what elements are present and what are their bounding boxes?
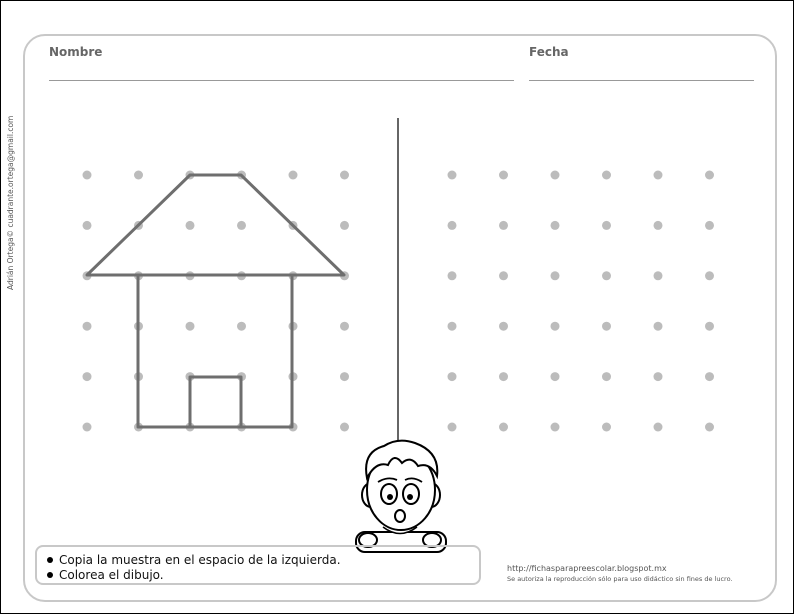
instruction-text: Colorea el dibujo. xyxy=(59,568,164,582)
grid-dot xyxy=(83,322,92,331)
grid-dot xyxy=(705,271,714,280)
author-credit: Adrián Ortega© cuadrante.ortega@gmail.com xyxy=(6,115,15,290)
grid-dot xyxy=(499,221,508,230)
grid-dot xyxy=(499,322,508,331)
grid-dot xyxy=(705,221,714,230)
grid-dot xyxy=(551,221,560,230)
sample-dot-grid xyxy=(83,171,350,432)
bullet-icon xyxy=(47,557,53,563)
grid-dot xyxy=(654,221,663,230)
grid-dot xyxy=(602,171,611,180)
grid-dot xyxy=(705,372,714,381)
grid-dot xyxy=(448,271,457,280)
grid-dot xyxy=(654,372,663,381)
grid-dot xyxy=(499,423,508,432)
instruction-item xyxy=(47,568,164,582)
grid-dot xyxy=(340,423,349,432)
grid-dot xyxy=(705,171,714,180)
instruction-item xyxy=(47,553,341,567)
grid-dot xyxy=(602,423,611,432)
bullet-icon xyxy=(47,572,53,578)
source-url: http://fichasparapreescolar.blogspot.mx xyxy=(507,564,667,573)
name-label: Nombre xyxy=(49,45,103,59)
instructions-box xyxy=(35,545,481,585)
grid-dot xyxy=(551,171,560,180)
grid-dot xyxy=(134,171,143,180)
grid-dot xyxy=(340,171,349,180)
grid-dot xyxy=(289,171,298,180)
grid-dot xyxy=(551,271,560,280)
usage-notice: Se autoriza la reproducción sólo para uso didáctico sin fines de lucro. xyxy=(507,575,733,583)
grid-dot xyxy=(448,423,457,432)
date-label: Fecha xyxy=(529,45,569,59)
grid-dot xyxy=(705,322,714,331)
grid-dot xyxy=(340,372,349,381)
grid-dot xyxy=(654,322,663,331)
grid-dot xyxy=(602,221,611,230)
grid-dot xyxy=(499,271,508,280)
grid-dot xyxy=(340,221,349,230)
grid-dot xyxy=(83,423,92,432)
house-drawing xyxy=(87,175,344,427)
grid-dot xyxy=(237,221,246,230)
grid-dot xyxy=(602,322,611,331)
grid-dot xyxy=(448,171,457,180)
grid-dot xyxy=(186,322,195,331)
grid-dot xyxy=(448,372,457,381)
grid-dot xyxy=(705,423,714,432)
boy-mascot-icon xyxy=(356,441,446,552)
grid-dot xyxy=(499,171,508,180)
grid-dot xyxy=(602,271,611,280)
grid-dot xyxy=(83,372,92,381)
house-door xyxy=(190,377,241,427)
grid-dot xyxy=(551,372,560,381)
grid-dot xyxy=(340,322,349,331)
grid-dot xyxy=(448,221,457,230)
grid-dot xyxy=(602,372,611,381)
grid-dot xyxy=(654,171,663,180)
grid-dot xyxy=(551,423,560,432)
grid-dot xyxy=(83,221,92,230)
grid-dot xyxy=(499,372,508,381)
house-walls xyxy=(138,275,292,427)
grid-dot xyxy=(654,423,663,432)
grid-dot xyxy=(237,322,246,331)
instruction-text: Copia la muestra en el espacio de la izquierda. xyxy=(59,553,341,567)
grid-dot xyxy=(654,271,663,280)
grid-dot xyxy=(83,171,92,180)
grid-dot xyxy=(448,322,457,331)
copy-dot-grid xyxy=(448,171,715,432)
grid-dot xyxy=(551,322,560,331)
house-roof xyxy=(87,175,344,275)
grid-dot xyxy=(186,221,195,230)
